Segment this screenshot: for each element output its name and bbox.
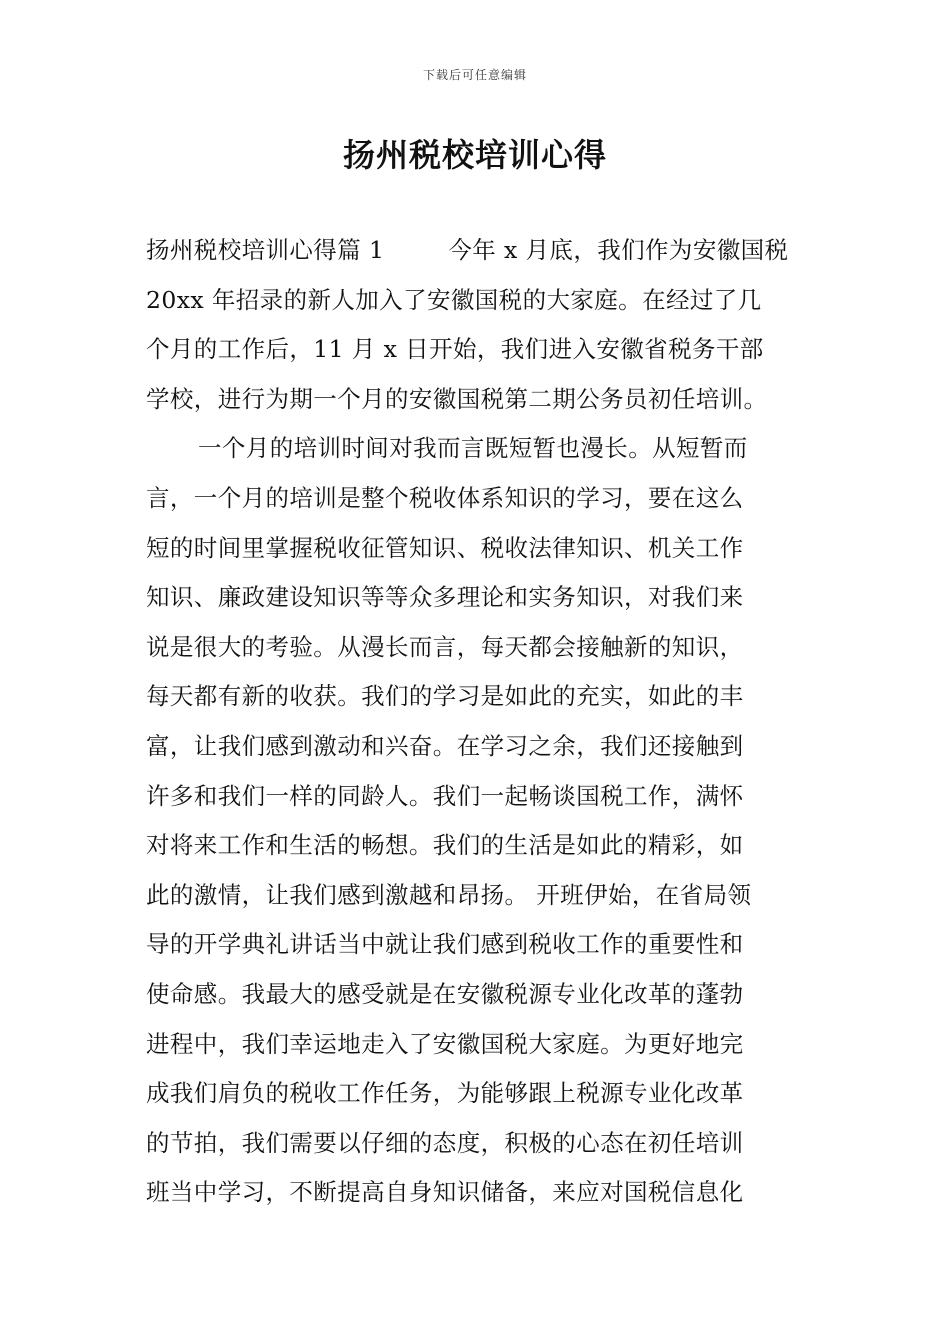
paragraph-line: 的节拍，我们需要以仔细的态度，积极的心态在初任培训 (146, 1128, 744, 1157)
section-label: 扬州税校培训心得篇 1 (146, 236, 385, 264)
paragraph-text: 今年 x 月底，我们作为安徽国税 (448, 236, 789, 264)
paragraph-line: 班当中学习，不断提高自身知识储备，来应对国税信息化 (146, 1178, 744, 1207)
document-body (146, 226, 806, 1218)
paragraph-line (146, 226, 806, 276)
paragraph-line: 学校，进行为期一个月的安徽国税第二期公务员初任培训。 (146, 384, 768, 413)
paragraph-line: 20xx 年招录的新人加入了安徽国税的大家庭。在经过了几 (146, 285, 762, 314)
paragraph-line: 短的时间里掌握税收征管知识、税收法律知识、机关工作 (146, 533, 744, 562)
paragraph-line: 导的开学典礼讲话当中就让我们感到税收工作的重要性和 (146, 930, 744, 959)
paragraph-line: 说是很大的考验。从漫长而言，每天都会接触新的知识， (146, 632, 744, 661)
paragraph-line: 每天都有新的收获。我们的学习是如此的充实，如此的丰 (146, 682, 744, 711)
paragraph-line: 此的激情，让我们感到激越和昂扬。 开班伊始，在省局领 (146, 880, 752, 909)
paragraph-line: 成我们肩负的税收工作任务，为能够跟上税源专业化改革 (146, 1079, 744, 1108)
paragraph-line: 言，一个月的培训是整个税收体系知识的学习，要在这么 (146, 483, 744, 512)
paragraph-line: 富，让我们感到激动和兴奋。在学习之余，我们还接触到 (146, 731, 744, 760)
paragraph-line: 使命感。我最大的感受就是在安徽税源专业化改革的蓬勃 (146, 979, 744, 1008)
paragraph-line: 进程中，我们幸运地走入了安徽国税大家庭。为更好地完 (146, 1029, 744, 1058)
document-title: 扬州税校培训心得 (342, 136, 607, 174)
paragraph-line: 知识、廉政建设知识等等众多理论和实务知识，对我们来 (146, 583, 744, 612)
paragraph-line: 许多和我们一样的同龄人。我们一起畅谈国税工作，满怀 (146, 781, 744, 810)
paragraph-line: 对将来工作和生活的畅想。我们的生活是如此的精彩，如 (146, 831, 744, 860)
paragraph-line: 个月的工作后，11 月 x 日开始，我们进入安徽省税务干部 (146, 335, 764, 364)
header-note: 下载后可任意编辑 (422, 68, 527, 82)
paragraph-line: 一个月的培训时间对我而言既短暂也漫长。从短暂而 (198, 434, 748, 463)
